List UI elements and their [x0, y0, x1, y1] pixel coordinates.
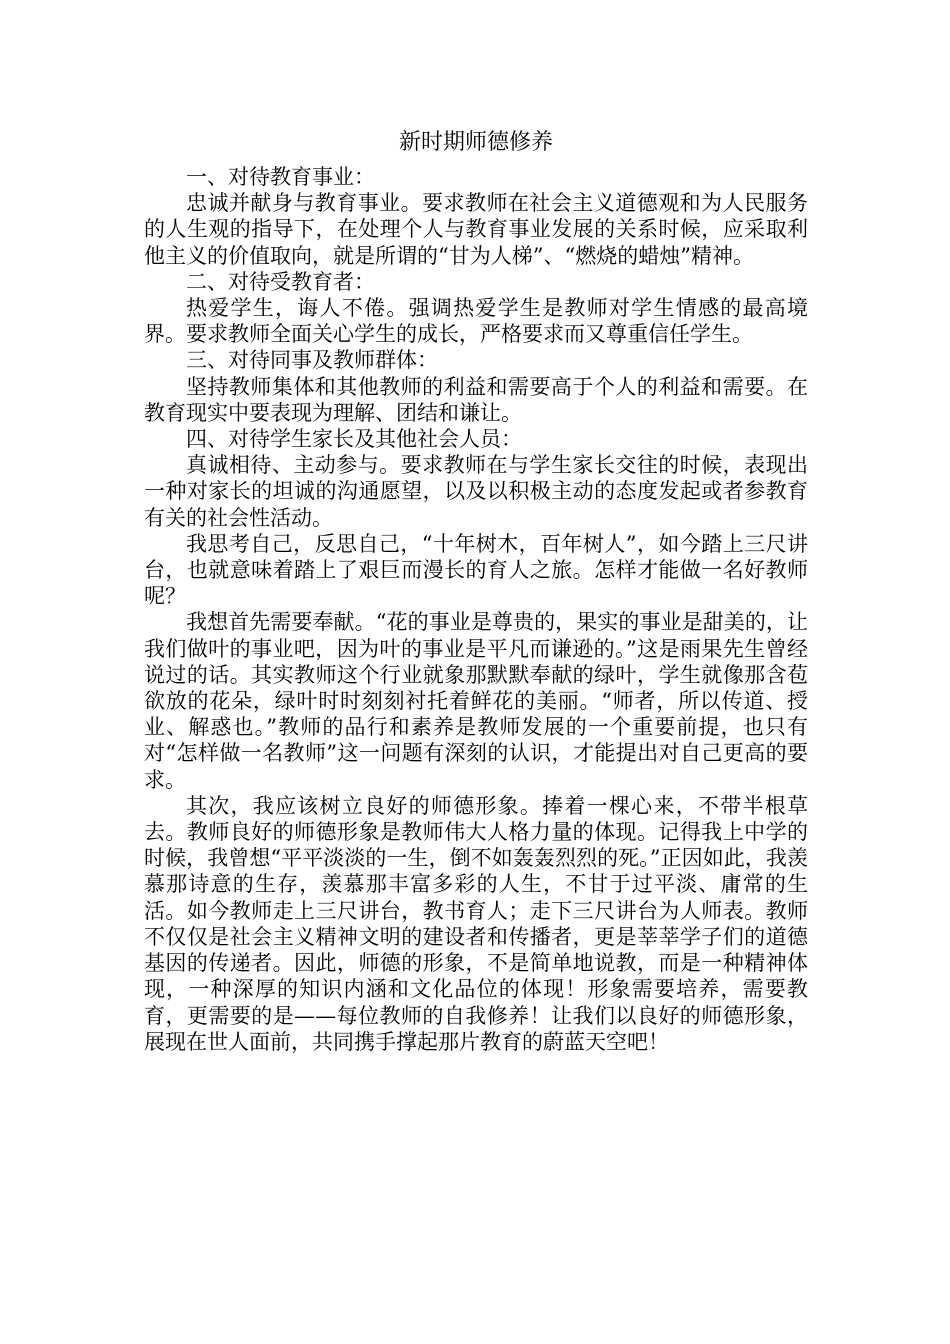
- section-heading-4: 四、对待学生家长及其他社会人员：: [186, 427, 522, 452]
- paragraph: 我思考自己，反思自己，“十年树木，百年树人”，如今踏上三尺讲台，也就意味着踏上了艰巨而漫长的育人之旅。怎样才能做一名好教师呢？: [144, 531, 808, 609]
- section-heading-3: 三、对待同事及教师群体：: [186, 348, 438, 373]
- section-heading-1: 一、对待教育事业：: [186, 165, 375, 189]
- document-page: [144, 128, 808, 1055]
- document-title: 新时期师德修养: [398, 130, 553, 155]
- paragraph: 我想首先需要奉献。“花的事业是尊贵的，果实的事业是甜美的，让我们做叶的事业吧，因为叶的事业是平凡而谦逊的。”这是雨果先生曾经说过的话。其实教师这个行业就象那默默奉献的绿叶，学生就像那含苞欲放的花朵，绿叶时时刻刻衬托着鲜花的美丽。“师者，所以传道、授业、解惑也。”教师的品行和素养是教师发展的一个重要前提，也只有对“怎样做一名教师”这一问题有深刻的认识，才能提出对自己更高的要求。: [144, 610, 808, 792]
- paragraph: 真诚相待、主动参与。要求教师在与学生家长交往的时候，表现出一种对家长的坦诚的沟通愿望，以及以积极主动的态度发起或者参教育有关的社会性活动。: [144, 453, 808, 530]
- paragraph: 坚持教师集体和其他教师的利益和需要高于个人的利益和需要。在教育现实中要表现为理解、团结和谦让。: [144, 374, 808, 425]
- paragraph: 热爱学生，诲人不倦。强调热爱学生是教师对学生情感的最高境界。要求教师全面关心学生的成长，严格要求而又尊重信任学生。: [144, 296, 808, 347]
- paragraph: 其次，我应该树立良好的师德形象。捧着一棵心来，不带半根草去。教师良好的师德形象是教师伟大人格力量的体现。记得我上中学的时候，我曾想“平平淡淡的一生，倒不如轰轰烈烈的死。”正因如此，我羡慕那诗意的生存，羡慕那丰富多彩的人生，不甘于过平淡、庸常的生活。如今教师走上三尺讲台，教书育人；走下三尺讲台为人师表。教师不仅仅是社会主义精神文明的建设者和传播者，更是莘莘学子们的道德基因的传递者。因此，师德的形象，不是简单地说教，而是一种精神体现，一种深厚的知识内涵和文化品位的体现！形象需要培养，需要教育，更需要的是——每位教师的自我修养！让我们以良好的师德形象，展现在世人面前，共同携手撑起那片教育的蔚蓝天空吧！: [144, 793, 808, 1054]
- section-heading-2: 二、对待受教育者：: [186, 269, 375, 294]
- paragraph: 忠诚并献身与教育事业。要求教师在社会主义道德观和为人民服务的人生观的指导下，在处理个人与教育事业发展的关系时候，应采取利他主义的价值取向，就是所谓的“甘为人梯”、“燃烧的蜡烛”精神。: [144, 191, 808, 268]
